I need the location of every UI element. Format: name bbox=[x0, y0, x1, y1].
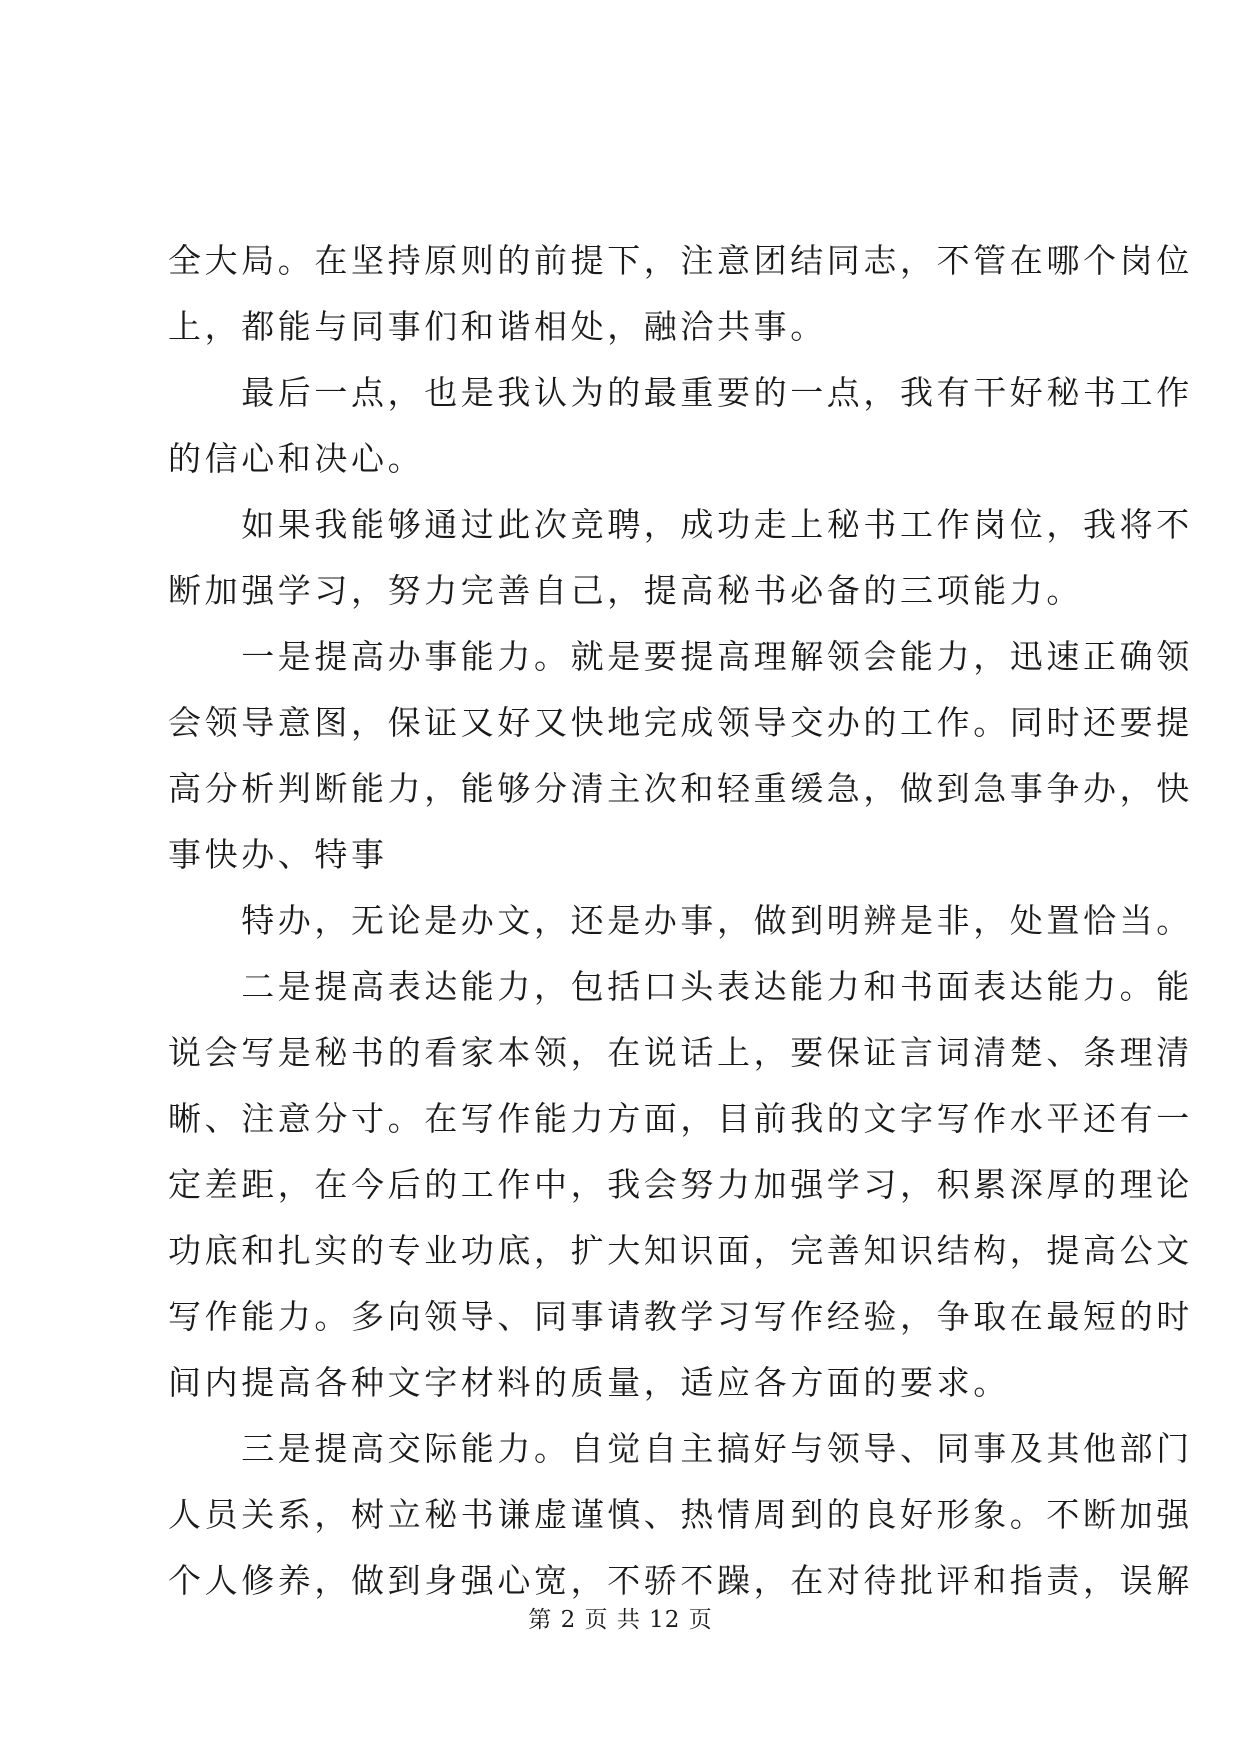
page-number: 第 2 页 共 12 页 bbox=[528, 1607, 713, 1633]
text-line: 晰、注意分寸。在写作能力方面，目前我的文字写作水平还有一 bbox=[168, 1099, 1193, 1138]
text-line: 断加强学习，努力完善自己，提高秘书必备的三项能力。 bbox=[168, 571, 1083, 610]
text-line: 人员关系，树立秘书谦虚谨慎、热情周到的良好形象。不断加强 bbox=[168, 1495, 1193, 1534]
text-line: 上，都能与同事们和谐相处，融洽共事。 bbox=[168, 307, 827, 346]
text-line: 事快办、特事 bbox=[168, 835, 388, 874]
text-line: 如果我能够通过此次竞聘，成功走上秘书工作岗位，我将不 bbox=[168, 505, 1193, 544]
text-line: 三是提高交际能力。自觉自主搞好与领导、同事及其他部门 bbox=[168, 1429, 1193, 1468]
text-line: 全大局。在坚持原则的前提下，注意团结同志，不管在哪个岗位 bbox=[168, 241, 1193, 280]
text-line: 说会写是秘书的看家本领，在说话上，要保证言词清楚、条理清 bbox=[168, 1033, 1193, 1072]
text-line: 高分析判断能力，能够分清主次和轻重缓急，做到急事争办，快 bbox=[168, 769, 1193, 808]
text-line: 个人修养，做到身强心宽，不骄不躁，在对待批评和指责，误解 bbox=[168, 1561, 1193, 1600]
text-line: 写作能力。多向领导、同事请教学习写作经验，争取在最短的时 bbox=[168, 1297, 1193, 1336]
text-line: 功底和扎实的专业功底，扩大知识面，完善知识结构，提高公文 bbox=[168, 1231, 1193, 1270]
text-line: 二是提高表达能力，包括口头表达能力和书面表达能力。能 bbox=[168, 967, 1193, 1006]
page-footer bbox=[0, 1604, 1241, 1636]
text-line: 会领导意图，保证又好又快地完成领导交办的工作。同时还要提 bbox=[168, 703, 1193, 742]
text-line: 的信心和决心。 bbox=[168, 439, 425, 478]
text-line: 特办，无论是办文，还是办事，做到明辨是非，处置恰当。 bbox=[168, 901, 1193, 940]
body-text bbox=[168, 228, 1193, 1614]
text-line: 定差距，在今后的工作中，我会努力加强学习，积累深厚的理论 bbox=[168, 1165, 1193, 1204]
text-line: 最后一点，也是我认为的最重要的一点，我有干好秘书工作 bbox=[168, 373, 1193, 412]
text-line: 一是提高办事能力。就是要提高理解领会能力，迅速正确领 bbox=[168, 637, 1193, 676]
text-line: 间内提高各种文字材料的质量，适应各方面的要求。 bbox=[168, 1363, 1010, 1402]
